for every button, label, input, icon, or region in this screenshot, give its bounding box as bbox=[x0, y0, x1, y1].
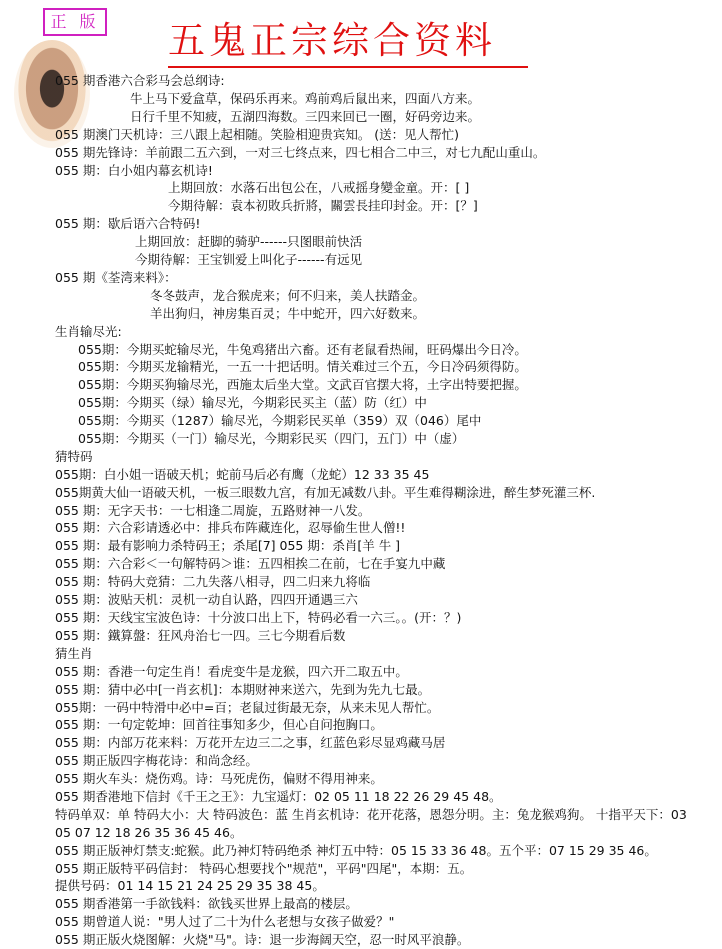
text-line: 055 期：无字天书：一七相逢二周旋，五路财神一八发。 bbox=[55, 503, 371, 518]
text-line: 055期黄大仙一语破天机，一板三眼数九宫，有加无减数八卦。平生难得糊涂进，醉生梦死灌三杯. bbox=[55, 485, 596, 500]
text-line: 055 期：内部万花来料：万花开左边三二之事，红蓝色彩尽显鸡藏马居 bbox=[55, 735, 446, 750]
text-line: 055期：今期买（绿）输尽光，今期彩民买主（蓝）防（红）中 bbox=[78, 395, 427, 410]
text-line: 羊出狗归，神房集百灵；牛中蛇开，四六好数来。 bbox=[150, 306, 426, 321]
text-line: 055 期：白小姐内幕玄机诗! bbox=[55, 163, 213, 178]
text-line: 055 期：猜中必中[一肖玄机]：本期财神来送六，先到为先九七最。 bbox=[55, 682, 431, 697]
text-line: 055 期曾道人说："男人过了二十为什么老想与女孩子做爱？" bbox=[55, 914, 395, 929]
text-line: 055 期火车头：烧伤鸡。诗：马死虎伤，偏财不得用神来。 bbox=[55, 771, 383, 786]
text-line: 055 期：最有影响力杀特码王；杀尾[7] 055 期：杀肖[羊 牛 ] bbox=[55, 538, 401, 553]
text-line: 日行千里不知疲，五湖四海数。三四来回已一圈，好码旁边来。 bbox=[130, 109, 481, 124]
text-line: 055 期：六合彩＜一句解特码＞谁：五四相挨二在前，七在手宴九中藏 bbox=[55, 556, 446, 571]
text-line: 猜特码 bbox=[55, 449, 93, 464]
text-line: 055期：今期买狗输尽光，西施太后坐大堂。文武百官摆大将，土字出特要把握。 bbox=[78, 377, 527, 392]
text-line: 055 期：波贴天机：灵机一动自认路，四四开通遇三六 bbox=[55, 592, 358, 607]
text-line: 055期：白小姐一语破天机；蛇前马后必有鹰（龙蛇）12 33 35 45 bbox=[55, 467, 430, 482]
text-line: 055 期：特码大竞猜：二九失落八相寻，四二归来九将临 bbox=[55, 574, 371, 589]
text-line: 055期：一码中特滑中必中=百；老鼠过街最无奈，从来未见人帮忙。 bbox=[55, 700, 440, 715]
text-line: 055 期正版神灯禁支:蛇猴。此乃神灯特码绝杀 神灯五中特：05 15 33 36 48。五个平：07 15 29 35 46。 bbox=[55, 843, 657, 858]
edition-badge: 正 版 bbox=[43, 8, 107, 36]
text-line: 今期待解：王宝钏爱上叫化子------有远见 bbox=[135, 252, 363, 267]
text-line: 今期待解：袁本初敗兵折將，關雲長挂印封金。开：[？] bbox=[168, 198, 478, 213]
text-line: 055 期《荃湾来料》： bbox=[55, 270, 177, 285]
text-line: 055 期：六合彩请透必中：排兵布阵藏连化，忍辱偷生世人僧!! bbox=[55, 520, 406, 535]
text-line: 055 期香港第一手欲钱料：欲钱买世界上最高的楼层。 bbox=[55, 896, 358, 911]
text-line: 猜生肖 bbox=[55, 646, 93, 661]
text-line: 特码单双：单 特码大小：大 特码波色：蓝 生肖玄机诗：花开花落，恩怨分明。主：兔龙猴鸡狗。 十指平天下：03 bbox=[55, 807, 687, 822]
text-line: 055期：今期买（一门）输尽光，今期彩民买（四门，五门）中（虚） bbox=[78, 431, 465, 446]
text-line: 上期回放：水落石出包公在，八戒摇身變金童。开：[ ] bbox=[168, 180, 470, 195]
text-line: 05 07 12 18 26 35 36 45 46。 bbox=[55, 825, 243, 840]
text-line: 055期：今期买蛇输尽光，牛兔鸡猪出六畜。还有老鼠看热闹，旺码爆出今日冷。 bbox=[78, 342, 527, 357]
text-line: 055期：今期买（1287）输尽光，今期彩民买单（359）双（046）尾中 bbox=[78, 413, 482, 428]
text-line: 055 期香港地下信封《千王之王》：九宝遥灯：02 05 11 18 22 26 29 45 48。 bbox=[55, 789, 502, 804]
text-line: 055 期先锋诗：羊前跟二五六到，一对三七终点来，四七相合二中三，对七九配山重山。 bbox=[55, 145, 546, 160]
text-line: 055 期正版火烧图解：火烧"马"。诗：退一步海阔天空，忍一时风平浪静。 bbox=[55, 932, 470, 947]
text-line: 牛上马下爱盒草，保码乐再来。鸡前鸡后鼠出来，四面八方来。 bbox=[130, 91, 481, 106]
text-line: 提供号码：01 14 15 21 24 25 29 35 38 45。 bbox=[55, 878, 325, 893]
text-line: 生肖输尽光: bbox=[55, 324, 122, 339]
text-line: 055 期：一句定乾坤：回首往事知多少，但心自问抱胸口。 bbox=[55, 717, 383, 732]
text-line: 055 期正版特平码信封： 特码心想要找个"规范"，平码"四尾"，本期：五。 bbox=[55, 861, 473, 876]
text-line: 055 期香港六合彩马会总纲诗: bbox=[55, 73, 225, 88]
text-line: 冬冬鼓声，龙合猴虎来；何不归来，美人扶踏金。 bbox=[150, 288, 426, 303]
text-line: 055 期：香港一句定生肖！看虎变牛是龙猴，四六开二取五中。 bbox=[55, 664, 408, 679]
text-line: 055 期：歇后语六合特码! bbox=[55, 216, 201, 231]
page-title: 五鬼正宗综合资料 bbox=[168, 18, 528, 68]
text-line: 055期：今期买龙输精光，一五一十把话明。情关难过三个五，今日冷码须得防。 bbox=[78, 359, 527, 374]
text-line: 055 期：鐵算盤：狂风舟治七一四。三七今期看后数 bbox=[55, 628, 346, 643]
text-line: 055 期正版四字梅花诗：和尚念经。 bbox=[55, 753, 258, 768]
text-line: 055 期：天线宝宝波色诗：十分波口出上下，特码必看一六三。。(开：？) bbox=[55, 610, 462, 625]
text-line: 上期回放：赶脚的骑驴------只图眼前快活 bbox=[135, 234, 363, 249]
text-line: 055 期澳门天机诗：三八跟上起相随。笑脸相迎贵宾知。 (送：见人帮忙) bbox=[55, 127, 460, 142]
